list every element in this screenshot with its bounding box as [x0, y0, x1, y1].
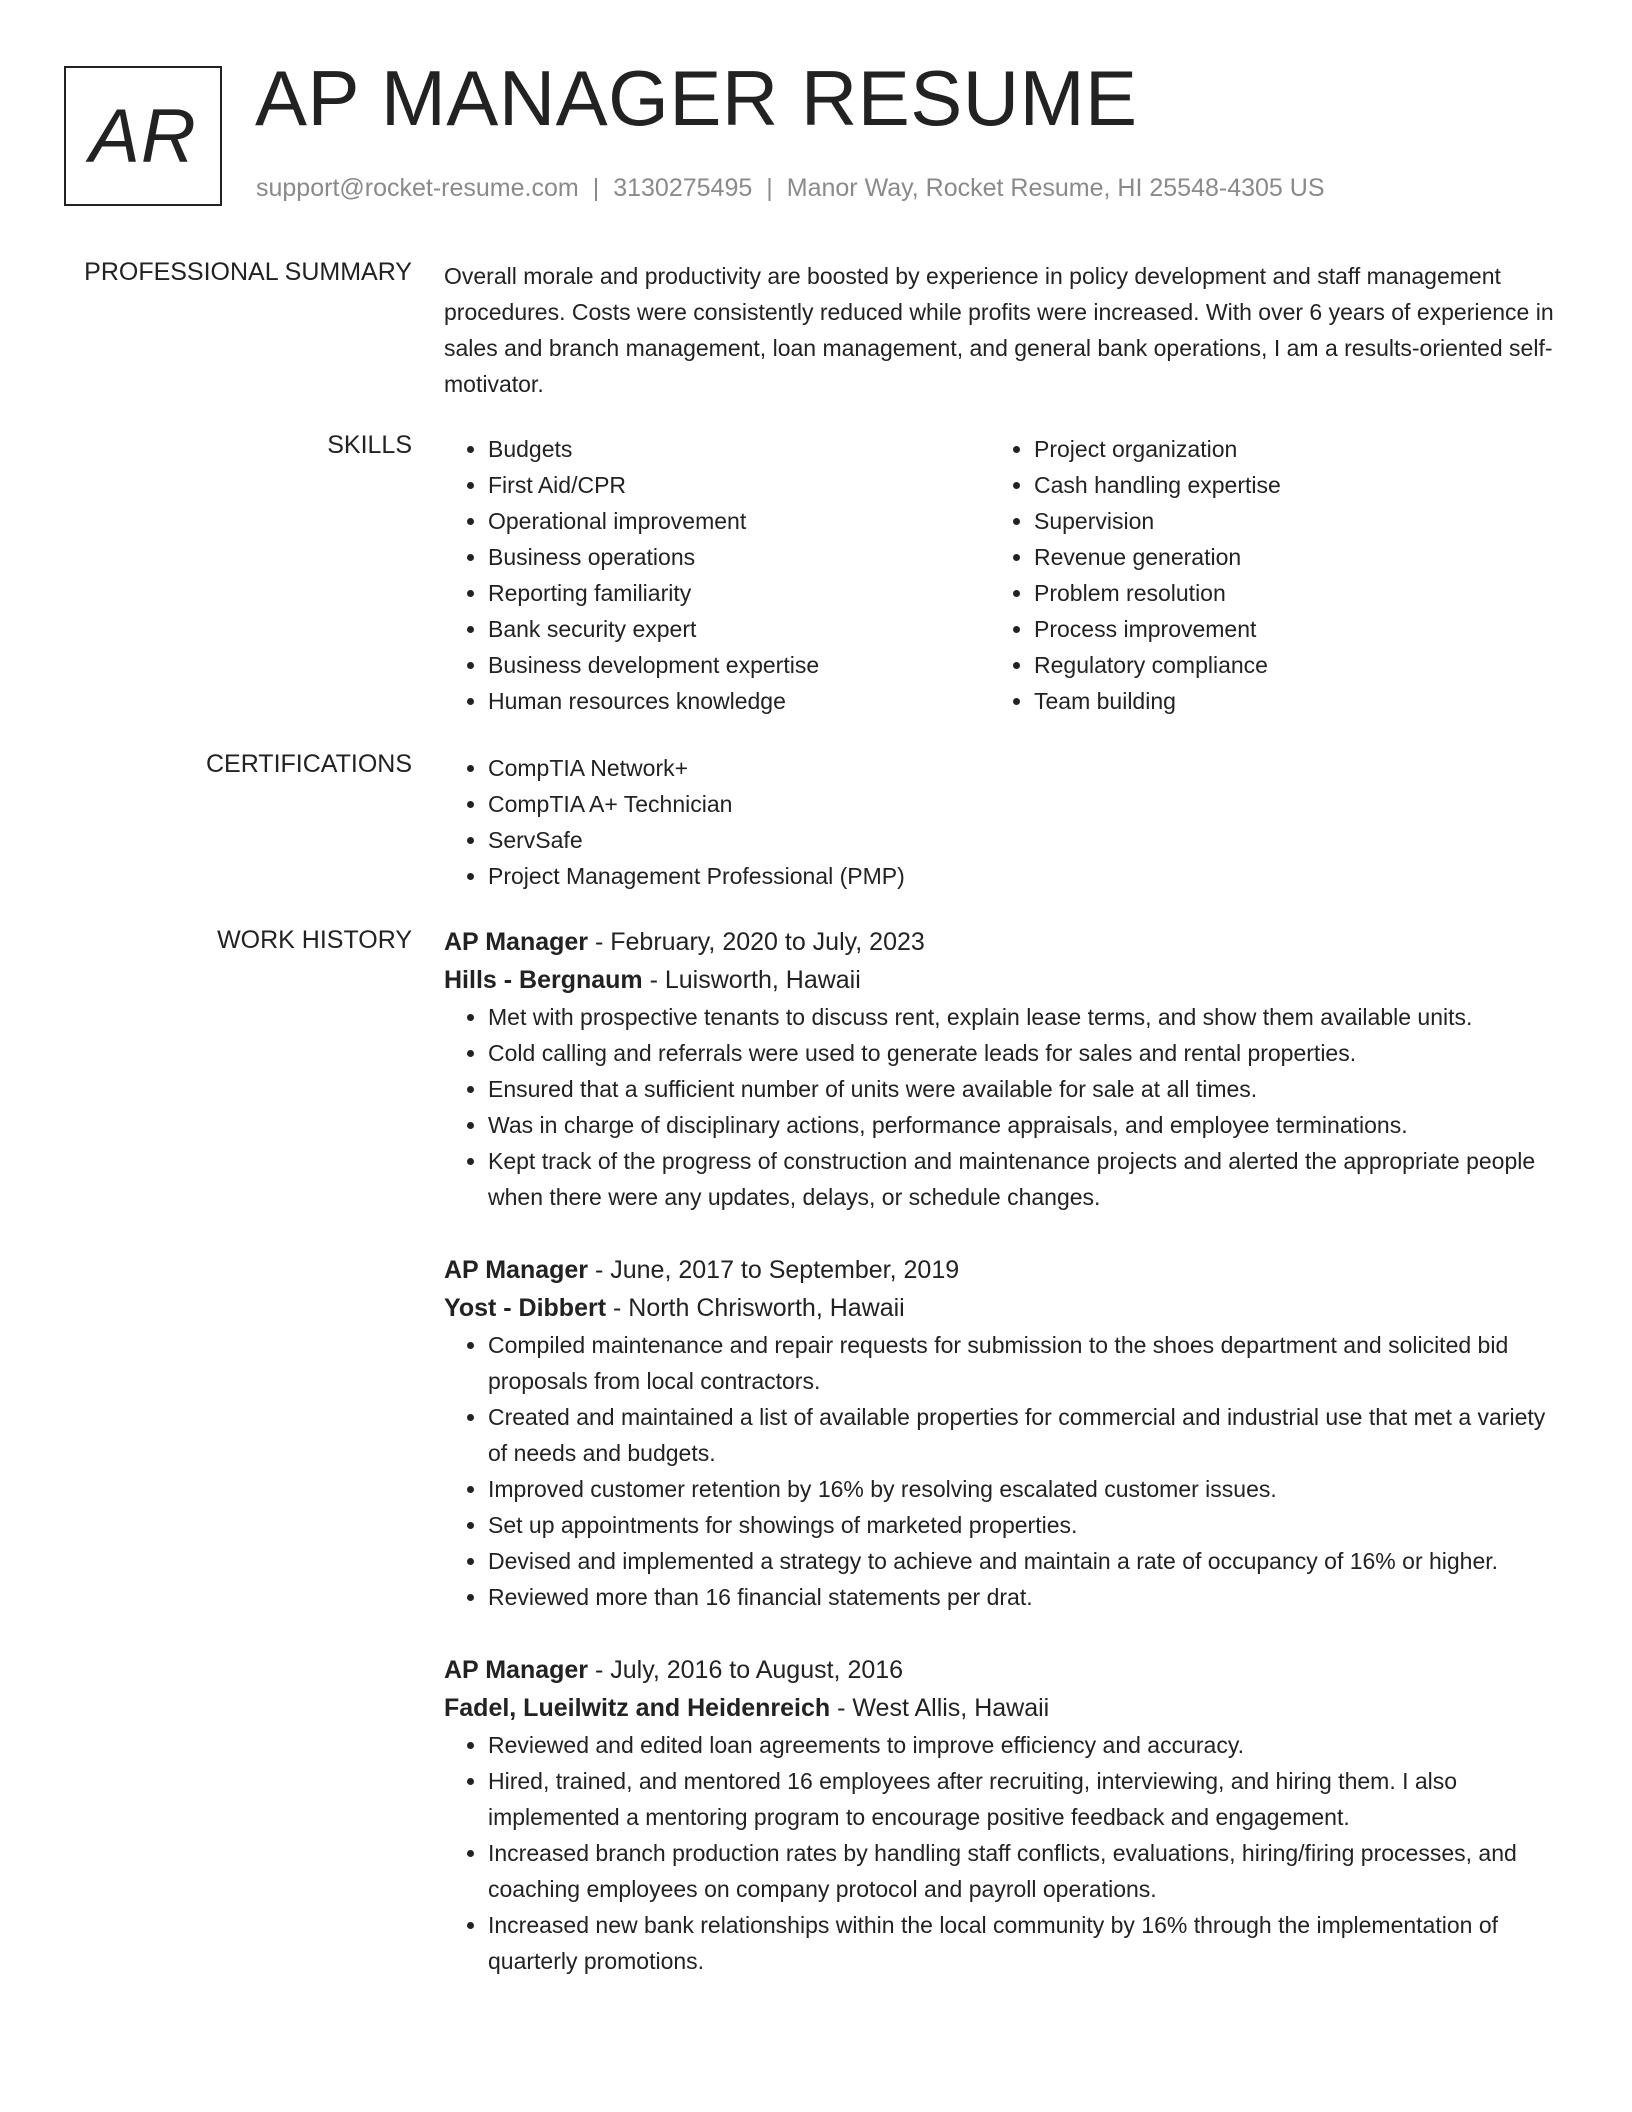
- list-item: • ServSafe: [488, 822, 1564, 858]
- contact-address: Manor Way, Rocket Resume, HI 25548-4305 US: [786, 174, 1325, 202]
- list-item: • Increased new bank relationships within the local community by 16% through the implementation of quarterly promotions.: [488, 1907, 1564, 1979]
- job-duties-list: [444, 1727, 1564, 1979]
- skills-heading: SKILLS: [327, 431, 412, 459]
- job-location: - Luisworth, Hawaii: [642, 966, 861, 994]
- job-duties-list: [444, 999, 1564, 1215]
- job-location: - West Allis, Hawaii: [830, 1694, 1050, 1722]
- certifications-heading: CERTIFICATIONS: [205, 750, 412, 778]
- list-item: • Operational improvement: [488, 503, 990, 539]
- list-item: • Compiled maintenance and repair requests for submission to the shoes department and solicited bid proposals from local contractors.: [488, 1327, 1564, 1399]
- work-history-body: [444, 923, 1564, 2015]
- job-title-line: [444, 1251, 1564, 1289]
- list-item: • Cold calling and referrals were used to generate leads for sales and rental properties.: [488, 1035, 1564, 1071]
- job-company: Hills - Bergnaum: [444, 966, 643, 994]
- job-dates: - June, 2017 to September, 2019: [588, 1256, 960, 1284]
- certifications-body: [444, 750, 1564, 894]
- list-item: • Bank security expert: [488, 611, 990, 647]
- list-item: • Budgets: [488, 431, 990, 467]
- certifications-list: [444, 750, 1564, 894]
- list-item: • CompTIA A+ Technician: [488, 786, 1564, 822]
- job-company-line: [444, 961, 1564, 999]
- list-item: • Met with prospective tenants to discuss rent, explain lease terms, and show them available units.: [488, 999, 1564, 1035]
- skills-list-right: [990, 431, 1536, 719]
- list-item: • Increased branch production rates by handling staff conflicts, evaluations, hiring/firing processes, and coaching employees on company protocol and payroll operations.: [488, 1835, 1564, 1907]
- work-history-heading: WORK HISTORY: [217, 926, 412, 954]
- contact-line: [256, 174, 1325, 203]
- job-entry: [444, 1651, 1564, 1979]
- skills-column-right: [990, 431, 1536, 719]
- list-item: • CompTIA Network+: [488, 750, 1564, 786]
- monogram-box: [64, 66, 222, 206]
- job-location: - North Chrisworth, Hawaii: [606, 1294, 905, 1322]
- job-title-line: [444, 1651, 1564, 1689]
- job-title-line: [444, 923, 1564, 961]
- resume-title: AP MANAGER RESUME: [255, 54, 1138, 142]
- list-item: • Set up appointments for showings of marketed properties.: [488, 1507, 1564, 1543]
- monogram-initials: AR: [89, 93, 197, 179]
- list-item: • Revenue generation: [1034, 539, 1536, 575]
- job-entry: [444, 1251, 1564, 1615]
- list-item: • Project organization: [1034, 431, 1536, 467]
- list-item: • Created and maintained a list of available properties for commercial and industrial use that met a variety of needs and budgets.: [488, 1399, 1564, 1471]
- contact-separator: |: [592, 174, 600, 202]
- list-item: • Reviewed more than 16 financial statements per drat.: [488, 1579, 1564, 1615]
- contact-phone[interactable]: 3130275495: [613, 174, 753, 202]
- list-item: • Business operations: [488, 539, 990, 575]
- job-duties-list: [444, 1327, 1564, 1615]
- summary-text: Overall morale and productivity are boosted by experience in policy development and staff management procedures. Costs were consistently reduced while profits were increased. With over 6 years of experience in sales and branch management, loan management, and general bank operations, I am a results-oriented self-motivator.: [444, 263, 1554, 397]
- list-item: • Human resources knowledge: [488, 683, 990, 719]
- list-item: • Devised and implemented a strategy to achieve and maintain a rate of occupancy of 16% or higher.: [488, 1543, 1564, 1579]
- summary-body: [444, 258, 1564, 402]
- job-dates: - July, 2016 to August, 2016: [588, 1656, 904, 1684]
- list-item: • Ensured that a sufficient number of units were available for sale at all times.: [488, 1071, 1564, 1107]
- contact-separator: |: [766, 174, 773, 202]
- job-company-line: [444, 1289, 1564, 1327]
- job-company: Yost - Dibbert: [444, 1294, 607, 1322]
- list-item: • Team building: [1034, 683, 1536, 719]
- skills-list-left: [444, 431, 990, 719]
- job-title: AP Manager: [444, 1656, 589, 1684]
- list-item: • Kept track of the progress of construction and maintenance projects and alerted the appropriate people when there were any updates, delays, or schedule changes.: [488, 1143, 1564, 1215]
- job-company: Fadel, Lueilwitz and Heidenreich: [444, 1694, 831, 1722]
- list-item: • Project Management Professional (PMP): [488, 858, 1564, 894]
- skills-column-left: [444, 431, 990, 719]
- job-dates: - February, 2020 to July, 2023: [588, 928, 925, 956]
- job-title: AP Manager: [444, 928, 589, 956]
- list-item: • Reporting familiarity: [488, 575, 990, 611]
- list-item: • Was in charge of disciplinary actions, performance appraisals, and employee terminations.: [488, 1107, 1564, 1143]
- list-item: • Business development expertise: [488, 647, 990, 683]
- job-company-line: [444, 1689, 1564, 1727]
- list-item: • Reviewed and edited loan agreements to improve efficiency and accuracy.: [488, 1727, 1564, 1763]
- list-item: • Hired, trained, and mentored 16 employees after recruiting, interviewing, and hiring them. I also implemented a mentoring program to encourage positive feedback and engagement.: [488, 1763, 1564, 1835]
- job-entry: [444, 923, 1564, 1215]
- job-title: AP Manager: [444, 1256, 589, 1284]
- list-item: • Process improvement: [1034, 611, 1536, 647]
- list-item: • Improved customer retention by 16% by resolving escalated customer issues.: [488, 1471, 1564, 1507]
- skills-body: [444, 431, 1564, 719]
- list-item: • Regulatory compliance: [1034, 647, 1536, 683]
- summary-heading: PROFESSIONAL SUMMARY: [84, 258, 412, 286]
- list-item: • First Aid/CPR: [488, 467, 990, 503]
- list-item: • Problem resolution: [1034, 575, 1536, 611]
- list-item: • Supervision: [1034, 503, 1536, 539]
- contact-email[interactable]: support@rocket-resume.com: [256, 174, 579, 202]
- list-item: • Cash handling expertise: [1034, 467, 1536, 503]
